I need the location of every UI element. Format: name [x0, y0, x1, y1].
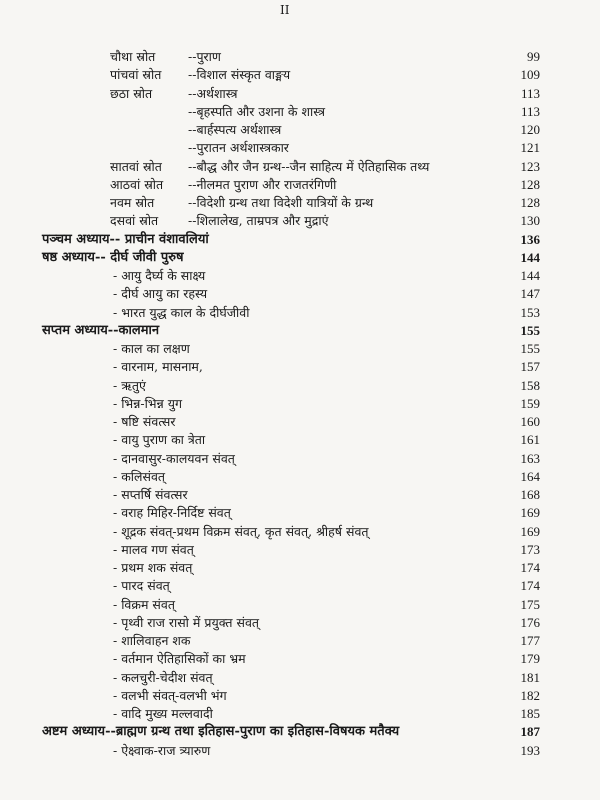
source-label: पांचवां स्रोत: [110, 67, 162, 83]
toc-entry: [0, 340, 600, 358]
toc-entry: [0, 541, 600, 559]
entry-title: - वायु पुराण का त्रेता: [113, 432, 206, 448]
toc-entry: [0, 176, 600, 194]
toc-entry: [0, 413, 600, 431]
page-number: 193: [520, 742, 540, 758]
entry-title: - आयु दैर्घ्य के साक्ष्य: [113, 268, 206, 283]
toc-entry: [0, 468, 600, 486]
entry-title: - पारद संवत्: [113, 578, 170, 594]
page-number: 128: [520, 195, 540, 210]
entry-title: - दीर्घ आयु का रहस्य: [113, 286, 208, 302]
toc-entry: [0, 559, 600, 577]
toc-entry: [0, 669, 600, 687]
entry-title: --नीलमत पुराण और राजतरंगिणी: [188, 176, 337, 192]
toc-entry: [0, 705, 600, 723]
entry-title: --बार्हस्पत्य अर्थशास्त्र: [188, 122, 282, 137]
page-number: 147: [520, 286, 540, 302]
entry-title: - कलचुरी-चेदीश संवत्: [113, 669, 213, 685]
entry-title: --विशाल संस्कृत वाङ्मय: [188, 67, 291, 83]
toc-entry: [0, 194, 600, 212]
page-number: 123: [520, 158, 540, 174]
entry-title: --पुराण: [188, 49, 221, 64]
toc-entry: [0, 577, 600, 595]
entry-title: - पृथ्वी राज रासो में प्रयुक्त संवत्: [113, 614, 260, 630]
chapter-heading: [0, 322, 600, 340]
page-number: 155: [520, 341, 540, 356]
page-number: 158: [520, 377, 540, 393]
page-number: 169: [520, 505, 540, 521]
toc-entry: [0, 304, 600, 322]
page-number: 161: [520, 432, 540, 448]
entry-title: - वर्तमान ऐतिहासिकों का भ्रम: [113, 651, 246, 667]
page-number: 136: [520, 231, 540, 247]
toc-entry: [0, 632, 600, 650]
page-number: 168: [520, 487, 540, 502]
toc-entry: [0, 614, 600, 632]
entry-title: - ऋतुएं: [113, 377, 146, 393]
page-number: 177: [520, 633, 540, 648]
source-label: चौथा स्रोत: [110, 49, 156, 64]
entry-title: - शालिवाहन शक: [113, 633, 191, 648]
toc-entry: [0, 395, 600, 413]
page-number: 174: [520, 578, 540, 594]
toc-entry: [0, 450, 600, 468]
page-number: 181: [520, 669, 540, 685]
entry-title: --शिलालेख, ताम्रपत्र और मुद्राएं: [188, 213, 329, 229]
page-number: 113: [520, 103, 540, 119]
entry-title: - कलिसंवत्: [113, 468, 166, 484]
entry-title: - शूद्रक संवत्-प्रथम विक्रम संवत्, कृत संवत्, श्रीहर्ष संवत्: [113, 523, 369, 539]
page-number: 109: [520, 67, 540, 83]
entry-title: षष्ठ अध्याय-- दीर्घ जीवी पुरुष: [42, 249, 184, 265]
page-number: 185: [520, 706, 540, 721]
toc-entry: [0, 377, 600, 395]
entry-title: - वलभी संवत्-वलभी भंग: [113, 687, 227, 703]
entry-title: - दानवासुर-कालयवन संवत्: [113, 450, 235, 466]
toc-entry: [0, 121, 600, 139]
entry-title: --अर्थशास्त्र: [188, 85, 238, 101]
page-number: 144: [520, 268, 540, 283]
toc-entry: [0, 139, 600, 157]
page-number: 157: [520, 359, 540, 375]
toc-entry: [0, 687, 600, 705]
page-number: 153: [520, 304, 540, 320]
entry-title: - षष्टि संवत्सर: [113, 414, 176, 429]
toc-entry: [0, 212, 600, 230]
entry-title: - वादि मुख्य मल्लवादी: [113, 706, 213, 721]
page-number: 175: [520, 596, 540, 612]
chapter-heading: [0, 231, 600, 249]
page-number: 163: [520, 450, 540, 466]
toc-entry: [0, 285, 600, 303]
chapter-heading: [0, 723, 600, 741]
source-label: दसवां स्रोत: [110, 213, 159, 229]
toc-entry: [0, 103, 600, 121]
chapter-heading: [0, 249, 600, 267]
page-number: 174: [520, 560, 540, 575]
entry-title: - विक्रम संवत्: [113, 596, 175, 612]
toc-entry: [0, 267, 600, 285]
toc-entry: [0, 650, 600, 668]
entry-title: --बृहस्पति और उशना के शास्त्र: [188, 103, 325, 119]
page-number: 121: [520, 140, 540, 156]
toc-entry: [0, 486, 600, 504]
entry-title: - वराह मिहिर-निर्दिष्ट संवत्: [113, 505, 231, 521]
page-number: 99: [527, 49, 540, 64]
toc-entry: [0, 48, 600, 66]
entry-title: पञ्चम अध्याय-- प्राचीन वंशावलियां: [42, 231, 209, 247]
page-number: 182: [520, 687, 540, 703]
entry-title: - वारनाम, मासनाम,: [113, 359, 203, 375]
entry-title: - सप्तर्षि संवत्सर: [113, 487, 188, 502]
toc-entry: [0, 742, 600, 760]
page-number-header: II: [280, 3, 290, 17]
entry-title: - काल का लक्षण: [113, 341, 190, 356]
entry-title: - प्रथम शक संवत्: [113, 560, 193, 575]
page-number: 130: [520, 213, 540, 229]
page-number: 176: [520, 614, 540, 630]
source-label: नवम स्रोत: [110, 195, 155, 210]
entry-title: - मालव गण संवत्: [113, 541, 194, 557]
toc-entry: [0, 66, 600, 84]
page-number: 187: [520, 724, 540, 740]
source-label: छठा स्रोत: [110, 85, 153, 101]
toc-entry: [0, 504, 600, 522]
page-number: 160: [520, 414, 540, 429]
page-number: 173: [520, 541, 540, 557]
page-number: 164: [520, 468, 540, 484]
toc-entry: [0, 85, 600, 103]
page-number: 113: [520, 85, 540, 101]
page-number: 128: [520, 176, 540, 192]
entry-title: सप्तम अध्याय--कालमान: [42, 322, 160, 338]
source-label: आठवां स्रोत: [110, 176, 164, 192]
toc-entry: [0, 596, 600, 614]
page-number: 144: [520, 249, 540, 265]
page-number: 169: [520, 523, 540, 539]
entry-title: --बौद्ध और जैन ग्रन्थ--जैन साहित्य में ऐतिहासिक तथ्य: [188, 158, 430, 174]
entry-title: अष्टम अध्याय--ब्राह्मण ग्रन्थ तथा इतिहास-पुराण का इतिहास-विषयक मतैक्य: [42, 724, 400, 740]
page-number: 155: [520, 322, 540, 338]
toc-entry: [0, 358, 600, 376]
source-label: सातवां स्रोत: [110, 158, 162, 174]
entry-title: - ऐक्ष्वाक-राज त्र्यारुण: [113, 742, 211, 758]
entry-title: - भारत युद्ध काल के दीर्घजीवी: [113, 304, 250, 320]
entry-title: --पुरातन अर्थशास्त्रकार: [188, 140, 289, 156]
entry-title: --विदेशी ग्रन्थ तथा विदेशी यात्रियों के ग्रन्थ: [188, 195, 374, 210]
entry-title: - भिन्न-भिन्न युग: [113, 395, 182, 411]
toc-entry: [0, 523, 600, 541]
page-number: 179: [520, 651, 540, 667]
page-number: 120: [520, 122, 540, 137]
toc-entry: [0, 158, 600, 176]
toc-entry: [0, 431, 600, 449]
page-number: 159: [520, 395, 540, 411]
